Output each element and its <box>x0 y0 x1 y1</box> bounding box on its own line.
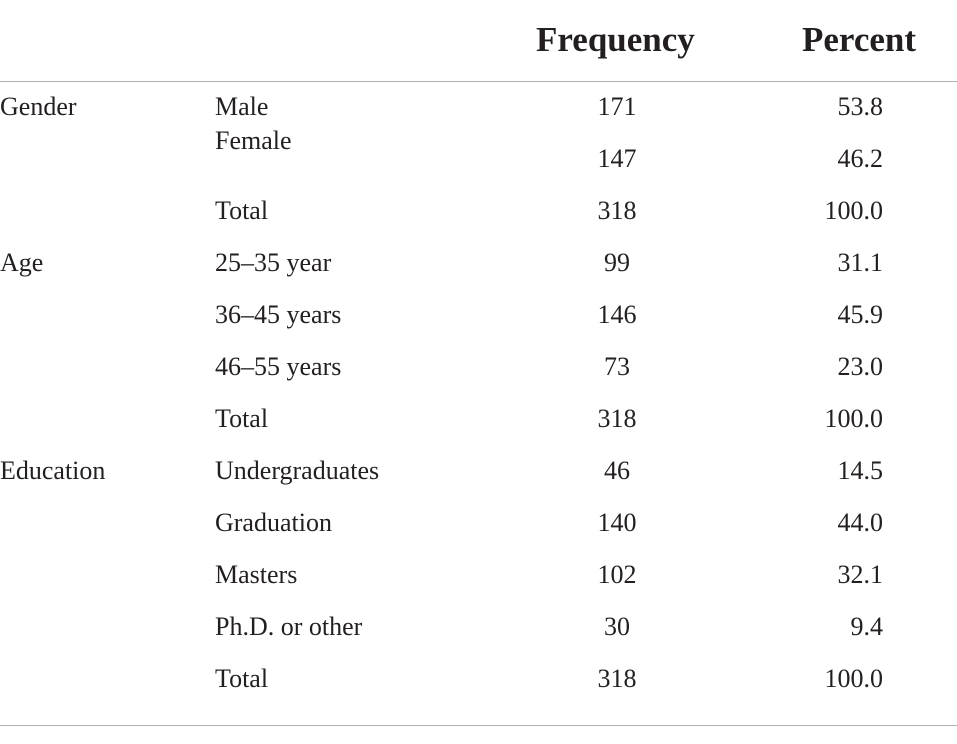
table-header <box>0 0 957 82</box>
row-percent: 46.2 <box>837 144 883 173</box>
row-percent: 100.0 <box>824 664 883 693</box>
row-frequency: 30 <box>604 612 630 641</box>
row-percent: 23.0 <box>837 352 883 381</box>
row-percent: 31.1 <box>837 248 883 277</box>
row-category: Education <box>0 456 106 485</box>
table-row <box>0 350 957 384</box>
row-frequency: 46 <box>604 456 630 485</box>
row-frequency: 146 <box>597 300 637 329</box>
row-subcategory: Undergraduates <box>215 456 380 485</box>
table-row <box>0 194 957 228</box>
row-frequency: 102 <box>597 560 637 589</box>
table-row <box>0 126 957 176</box>
row-frequency: 147 <box>597 144 637 173</box>
table-row <box>0 506 957 540</box>
row-subcategory: 25–35 year <box>215 248 332 277</box>
row-percent: 32.1 <box>837 560 883 589</box>
table-row <box>0 610 957 644</box>
table-row <box>0 662 957 696</box>
row-percent: 14.5 <box>837 456 883 485</box>
row-percent: 44.0 <box>837 508 883 537</box>
table-row <box>0 298 957 332</box>
row-frequency: 73 <box>604 352 630 381</box>
row-subcategory: Total <box>215 664 269 693</box>
header-percent: Percent <box>802 20 917 59</box>
row-subcategory: 46–55 years <box>215 352 342 381</box>
row-percent: 100.0 <box>824 404 883 433</box>
row-subcategory: Female <box>215 126 292 155</box>
row-subcategory: Masters <box>215 560 298 589</box>
row-frequency: 318 <box>597 664 637 693</box>
row-frequency: 140 <box>597 508 637 537</box>
row-percent: 45.9 <box>837 300 883 329</box>
table-row <box>0 402 957 436</box>
row-percent: 53.8 <box>837 92 883 121</box>
row-category: Age <box>0 248 44 277</box>
table-row <box>0 246 957 280</box>
row-subcategory: Total <box>215 404 269 433</box>
table-row <box>0 90 957 124</box>
row-subcategory: Graduation <box>215 508 332 537</box>
row-category: Gender <box>0 92 77 121</box>
row-frequency: 99 <box>604 248 630 277</box>
header-frequency: Frequency <box>536 20 695 59</box>
row-subcategory: Total <box>215 196 269 225</box>
row-frequency: 171 <box>597 92 637 121</box>
footer-rule <box>0 725 957 726</box>
row-frequency: 318 <box>597 196 637 225</box>
table-row <box>0 558 957 592</box>
row-subcategory: Male <box>215 92 269 121</box>
row-percent: 100.0 <box>824 196 883 225</box>
row-subcategory: 36–45 years <box>215 300 342 329</box>
header-rule <box>0 81 957 82</box>
row-frequency: 318 <box>597 404 637 433</box>
row-subcategory: Ph.D. or other <box>215 612 363 641</box>
row-percent: 9.4 <box>850 612 883 641</box>
table-row <box>0 454 957 488</box>
